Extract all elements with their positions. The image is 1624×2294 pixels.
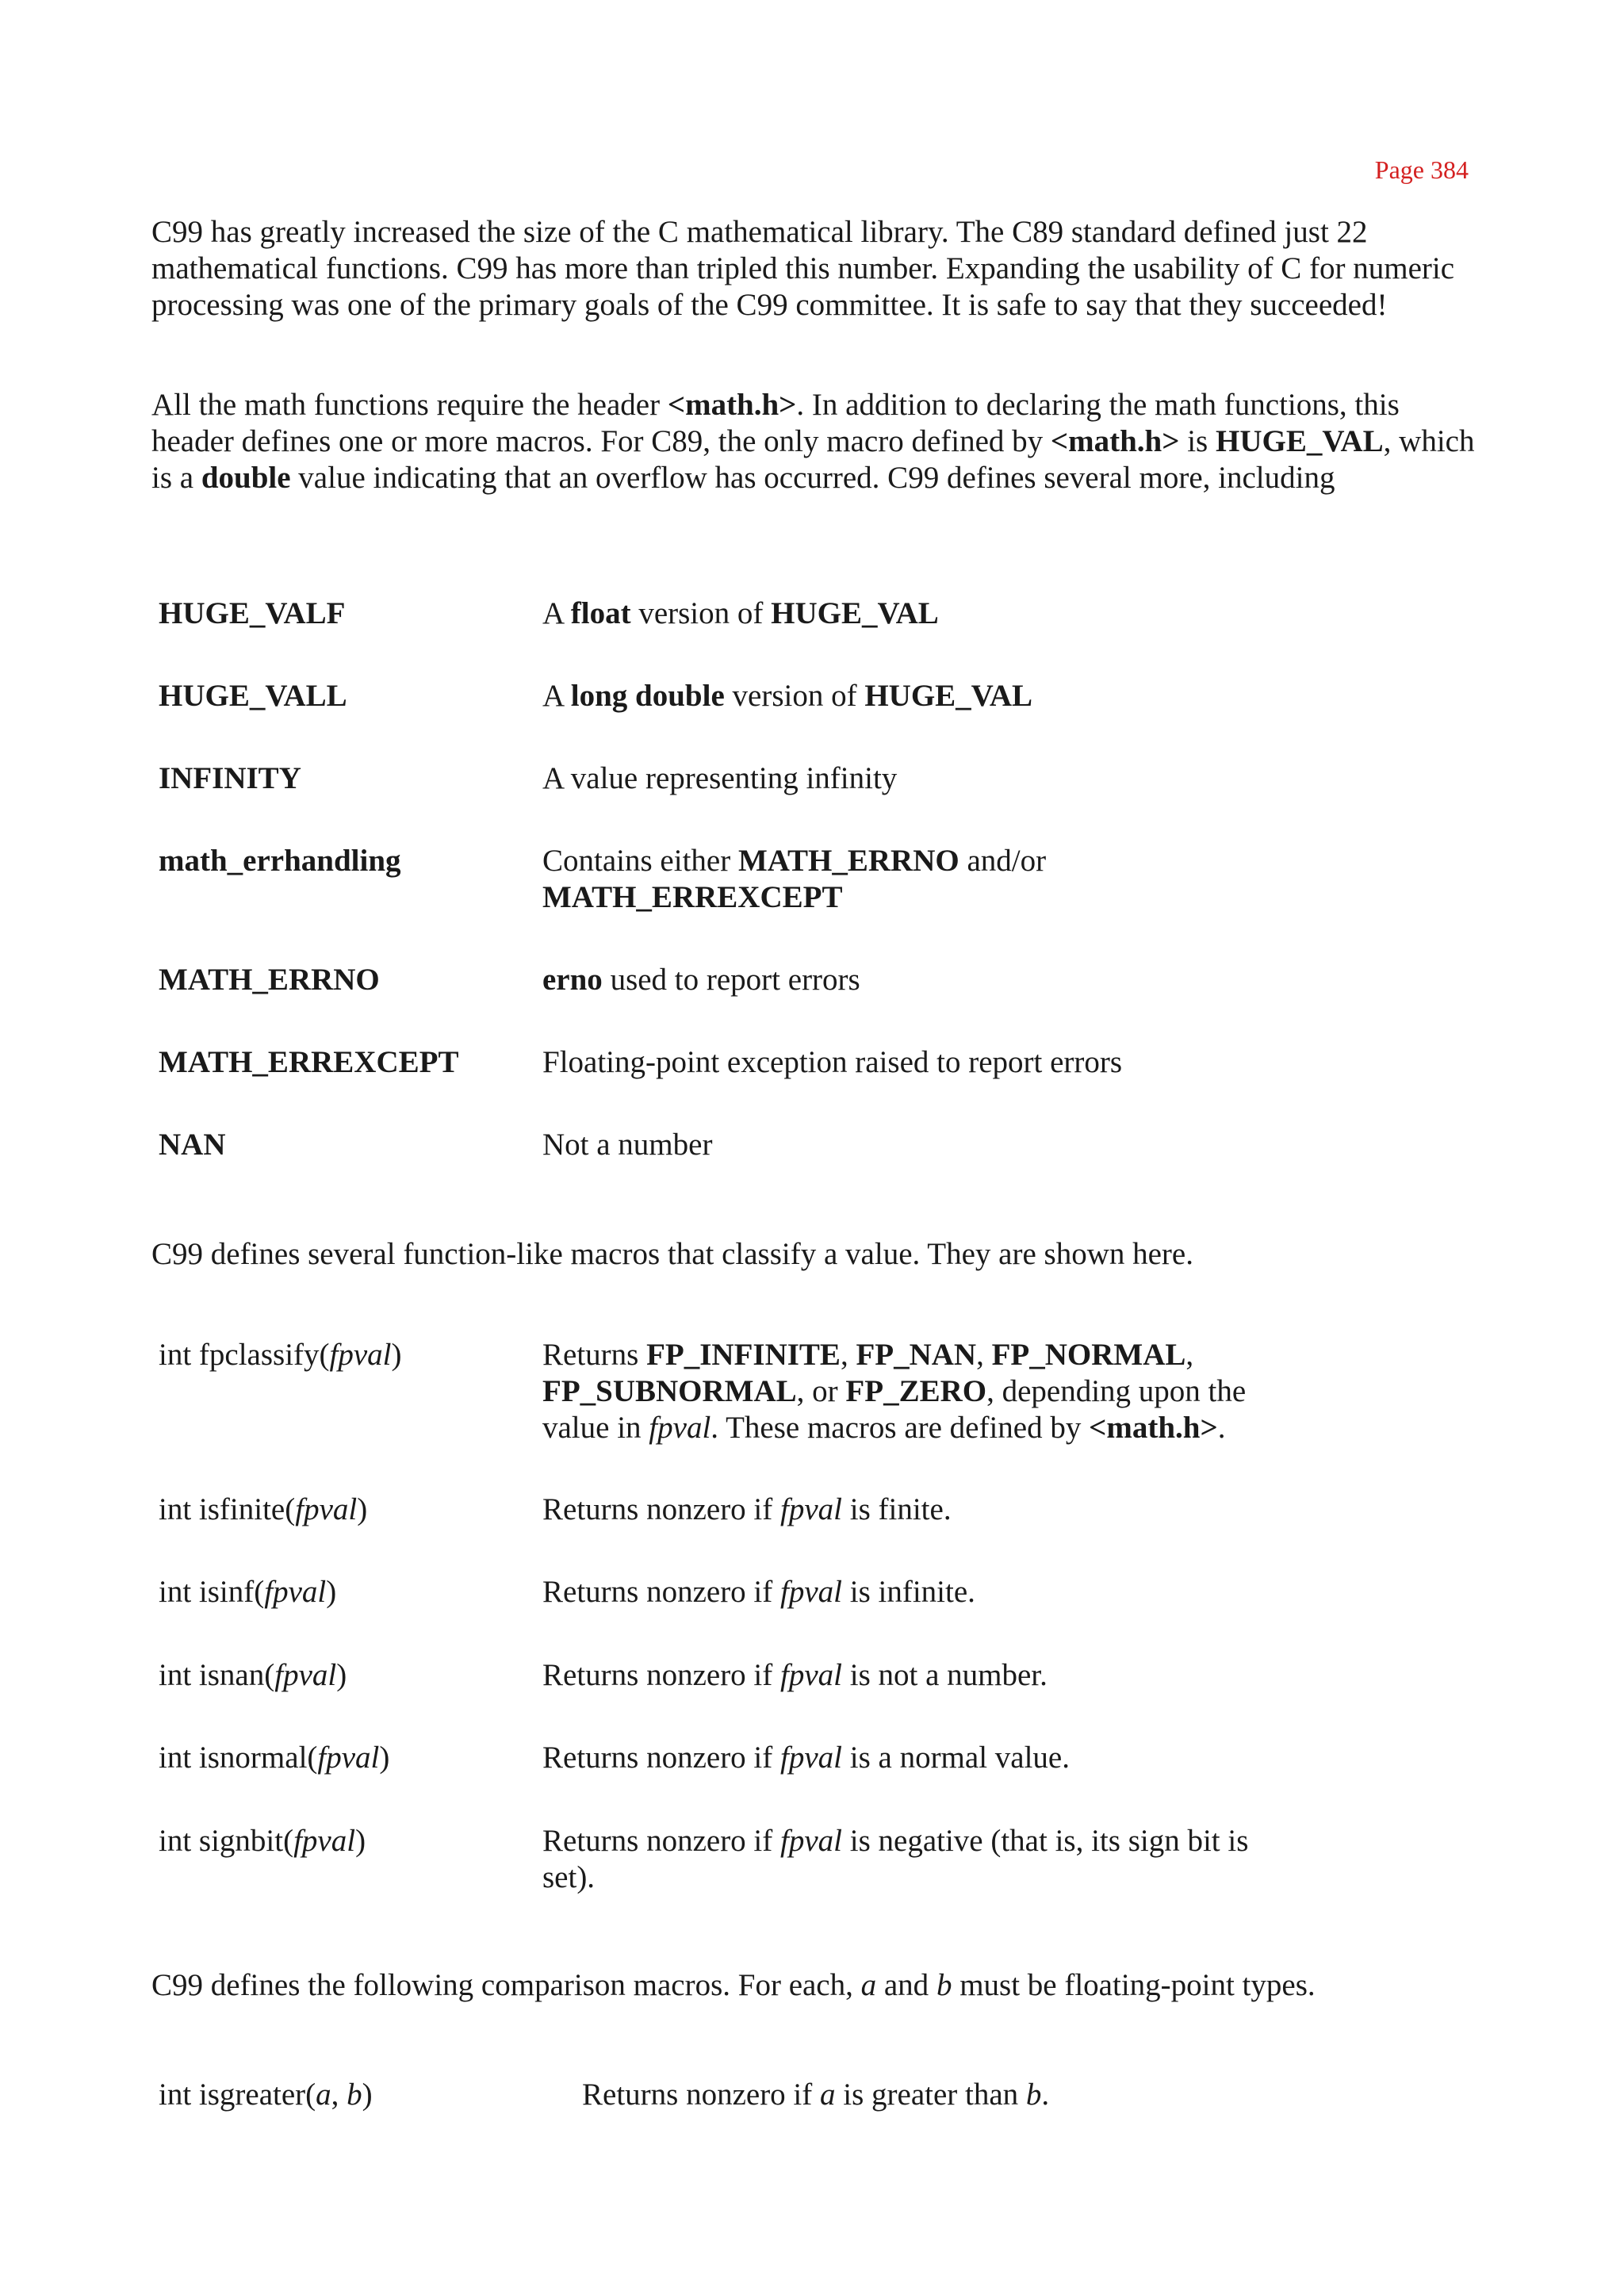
function-signature: int isnormal(fpval) xyxy=(159,1741,390,1775)
macro-description: A long double version of HUGE_VAL xyxy=(542,679,1032,713)
math-h-header: <math.h> xyxy=(667,388,797,422)
compare-intro: C99 defines the following comparison macros. For each, a and b must be floating-point types. xyxy=(151,1968,1316,2002)
macro-term: NAN xyxy=(159,1128,226,1162)
macro-term: HUGE_VALF xyxy=(159,596,346,630)
function-description: Returns nonzero if a is greater than b. xyxy=(582,2078,1050,2112)
macro-description: Not a number xyxy=(542,1128,713,1162)
function-signature: int signbit(fpval) xyxy=(159,1824,366,1858)
macro-term: math_errhandling xyxy=(159,844,401,878)
macro-description: erno used to report errors xyxy=(542,963,860,997)
macro-description: Contains either MATH_ERRNO and/or MATH_ERREXCEPT xyxy=(542,844,1047,914)
function-signature: int isnan(fpval) xyxy=(159,1658,347,1692)
classify-intro: C99 defines several function-like macros that classify a value. They are shown here. xyxy=(151,1237,1193,1271)
huge-val-macro: HUGE_VAL xyxy=(1215,424,1384,458)
macro-description: A value representing infinity xyxy=(542,761,898,795)
function-description: Returns FP_INFINITE, FP_NAN, FP_NORMAL, FP_SUBNORMAL, or FP_ZERO, depending upon the value in fpval. These macros are defined by <math.h>. xyxy=(542,1338,1247,1445)
function-signature: int fpclassify(fpval) xyxy=(159,1338,402,1372)
macro-term: HUGE_VALL xyxy=(159,679,347,713)
function-signature: int isinf(fpval) xyxy=(159,1575,337,1609)
macro-term: MATH_ERRNO xyxy=(159,963,380,997)
intro-paragraph: C99 has greatly increased the size of the C mathematical library. The C89 standard defined just 22 mathematical functions. C99 has more than tripled this number. Expanding the usability of C for numeric processing was one of the primary goals of the C99 committee. It is safe to say that they succeeded! xyxy=(151,215,1455,322)
macro-description: A float version of HUGE_VAL xyxy=(542,596,939,630)
header-paragraph: All the math functions require the header <math.h>. In addition to declaring the math functions, this header defines one or more macros. For C89, the only macro defined by <math.h> is HUGE_VAL, which is a double value indicating that an overflow has occurred. C99 defines several more, including xyxy=(151,388,1475,495)
macro-term: INFINITY xyxy=(159,761,301,795)
function-description: Returns nonzero if fpval is infinite. xyxy=(542,1575,975,1609)
macro-description: Floating-point exception raised to report errors xyxy=(542,1045,1123,1079)
function-signature: int isgreater(a, b) xyxy=(159,2078,373,2112)
page-number: Page 384 xyxy=(1374,155,1469,184)
function-description: Returns nonzero if fpval is finite. xyxy=(542,1492,952,1526)
function-description: Returns nonzero if fpval is not a number. xyxy=(542,1658,1048,1692)
macro-term: MATH_ERREXCEPT xyxy=(159,1045,459,1079)
function-description: Returns nonzero if fpval is negative (that is, its sign bit is set). xyxy=(542,1824,1249,1894)
function-signature: int isfinite(fpval) xyxy=(159,1492,368,1526)
function-description: Returns nonzero if fpval is a normal value. xyxy=(542,1741,1070,1775)
